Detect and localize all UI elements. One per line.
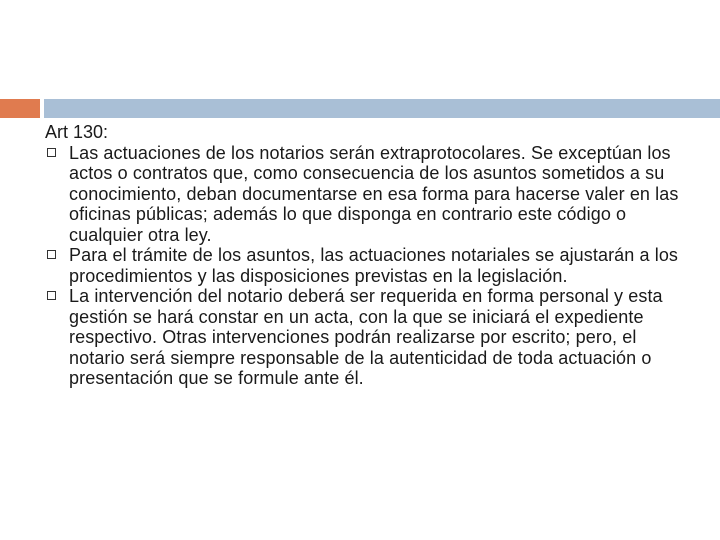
article-heading: Art 130:	[45, 122, 109, 142]
list-item	[45, 245, 695, 286]
checkbox-square-icon	[47, 148, 56, 157]
list-item	[45, 286, 695, 389]
bullet-text: La intervención del notario deberá ser requerida en forma personal y esta gestión se hará constar en un acta, con la que se iniciará el expediente respectivo. Otras intervenciones podrán realizarse por escrito; pero, el notario será siempre responsable de la autenticidad de toda actuación o presentación que se formule ante él.	[69, 286, 663, 388]
bullet-text: Las actuaciones de los notarios serán extraprotocolares. Se exceptúan los actos o contratos que, como consecuencia de los asuntos sometidos a su conocimiento, deban documentarse en esa forma para hacerse valer en las oficinas públicas; además lo que disponga en contrario este código o cualquier otra ley.	[69, 142, 679, 245]
checkbox-square-icon	[47, 291, 56, 300]
accent-bar	[0, 99, 40, 118]
checkbox-square-icon	[47, 250, 56, 259]
bullet-list	[45, 143, 695, 389]
title-bar	[44, 99, 720, 118]
list-item	[45, 143, 695, 246]
bullet-text: Para el trámite de los asuntos, las actuaciones notariales se ajustarán a los procedimientos y las disposiciones previstas en la legislación.	[69, 245, 679, 286]
slide-content	[45, 122, 695, 389]
